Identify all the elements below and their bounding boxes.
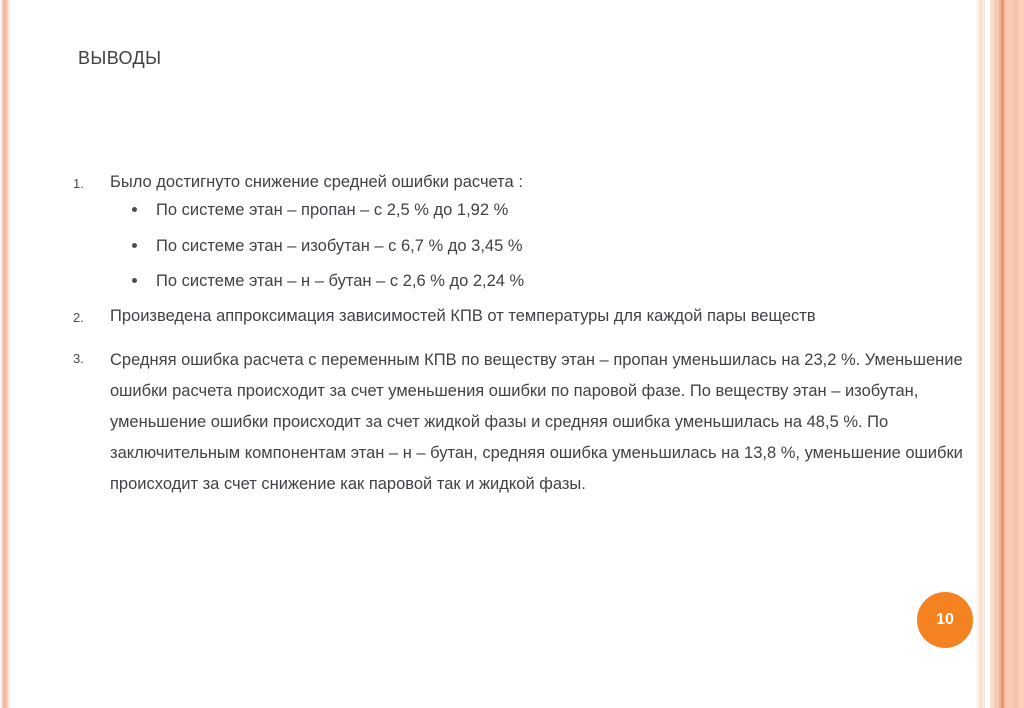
list-item: [110, 271, 964, 292]
right-edge-stripes: [976, 0, 1024, 708]
sub-bullet-list: [110, 200, 964, 292]
stripe: [999, 0, 1001, 708]
list-item: [110, 236, 964, 257]
page-title: выводы: [78, 42, 162, 70]
stripe: [990, 0, 994, 708]
stripe: [994, 0, 999, 708]
stripe: [982, 0, 985, 708]
page-number-badge: [917, 592, 973, 648]
bullet-dot-icon: [132, 207, 137, 212]
list-item: [70, 172, 964, 292]
bullet-dot-icon: [132, 278, 137, 283]
slide-body: [70, 172, 964, 500]
list-item-text: Средняя ошибка расчета с переменным КПВ по веществу этан – пропан уменьшилась на 23,2 %. Уменьшение ошибки расчета происходит за счет уменьшения ошибки по паровой фазе. По веществу этан – изобутан, уменьшение ошибки происходит за счет жидкой фазы и средняя ошибка уменьшилась на 48,5 %. По заключительным компонентам этан – н – бутан, средняя ошибка уменьшилась на 13,8 %, уменьшение ошибки происходит за счет снижение как паровой так и жидкой фазы.: [110, 351, 963, 494]
list-item-text: Произведена аппроксимация зависимостей КПВ от температуры для каждой пары веществ: [110, 306, 816, 325]
stripe: [976, 0, 979, 708]
list-item: [70, 306, 964, 327]
stripe: [1013, 0, 1018, 708]
stripe: [979, 0, 982, 708]
list-item: [70, 345, 964, 500]
bullet-text: По системе этан – изобутан – с 6,7 % до 3,45 %: [156, 236, 523, 255]
list-marker: 2.: [73, 309, 84, 325]
bullet-dot-icon: [132, 243, 137, 248]
stripe: [1007, 0, 1013, 708]
stripe: [8, 0, 10, 708]
outline-list: [70, 172, 964, 500]
page-number-label: 10: [936, 611, 954, 628]
stripe: [1004, 0, 1007, 708]
list-item: [110, 200, 964, 221]
bullet-text: По системе этан – н – бутан – с 2,6 % до 2,24 %: [156, 272, 525, 291]
list-marker: 3.: [73, 351, 84, 367]
stripe: [3, 0, 6, 708]
stripe: [1, 0, 3, 708]
stripe: [985, 0, 990, 708]
stripe: [1018, 0, 1024, 708]
bullet-text: По системе этан – пропан – с 2,5 % до 1,92 %: [156, 201, 509, 220]
stripe: [6, 0, 8, 708]
stripe: [1001, 0, 1004, 708]
list-item-text: Было достигнуто снижение средней ошибки расчета :: [110, 173, 523, 191]
list-marker: 1.: [73, 176, 84, 191]
left-edge-stripes: [0, 0, 14, 708]
